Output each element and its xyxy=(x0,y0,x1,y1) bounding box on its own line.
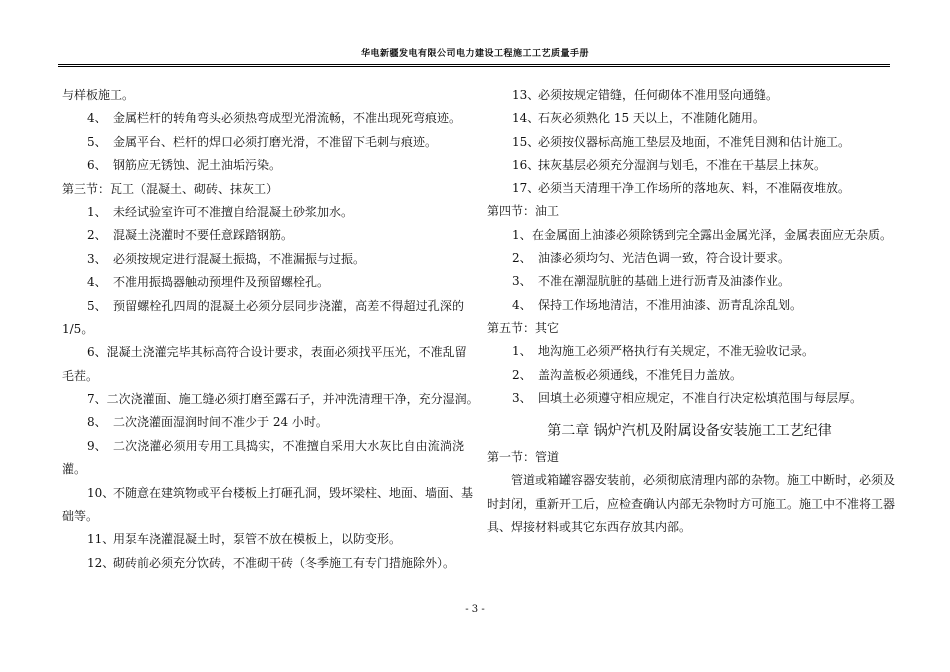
text-line: 毛茬。 xyxy=(62,368,99,383)
item-text: 二次浇灌面、施工缝必须打磨至露石子，并冲洗清理干净，充分湿润。 xyxy=(106,392,479,407)
item-number: 4、 xyxy=(87,111,107,126)
item-number: 15、 xyxy=(512,134,540,149)
text-line: 础等。 xyxy=(62,509,99,524)
item-number: 1、 xyxy=(87,204,107,219)
item-number: 3、 xyxy=(512,390,532,405)
item-text: 混凝土浇灌完毕其标高符合设计要求，表面必须找平压光，不准乱留 xyxy=(106,345,467,360)
list-item xyxy=(62,248,464,271)
list-item xyxy=(487,270,892,293)
item-number: 6、 xyxy=(87,345,107,360)
list-item xyxy=(487,107,892,130)
item-text: 必须按规定错缝，任何砌体不准用竖向通缝。 xyxy=(538,88,779,102)
left-column xyxy=(62,84,479,575)
text-line: 时封闭，重新开工后，应检查确认内部无杂物时方可施工。施工中不准将工器 xyxy=(487,496,896,511)
list-item xyxy=(487,387,892,410)
list-item xyxy=(62,224,464,247)
item-text: 二次浇灌必须用专用工具捣实，不准擅自采用大水灰比自由流淌浇 xyxy=(113,438,464,453)
list-item xyxy=(62,552,464,575)
list-item xyxy=(487,154,892,177)
item-text: 必须按规定进行混凝土振捣，不准漏振与过振。 xyxy=(113,251,366,266)
section-heading: 第五节：其它 xyxy=(487,320,560,335)
paragraph-line: 管道或箱罐容器安装前，必须彻底清理内部的杂物。施工中断时，必须及 xyxy=(511,473,896,488)
header-rule xyxy=(58,64,890,67)
item-text: 混凝土浇灌时不要任意踩踏钢筋。 xyxy=(113,228,294,243)
item-text: 保持工作场地清洁，不准用油漆、沥青乱涂乱划。 xyxy=(538,297,803,312)
item-text: 砌砖前必须充分饮砖，不准砌干砖（冬季施工有专门措施除外）。 xyxy=(113,555,456,570)
text-line: 灌。 xyxy=(62,462,87,477)
item-text: 必须按仪器标高施工垫层及地面，不准凭目测和估计施工。 xyxy=(538,134,851,149)
item-text: 盖沟盖板必须通线，不准凭目力盖放。 xyxy=(538,367,743,382)
item-number: 11、 xyxy=(87,532,115,547)
item-text: 钢筋应无锈蚀、泥土油垢污染。 xyxy=(113,158,282,173)
text-line: 与样板施工。 xyxy=(62,88,135,102)
item-number: 2、 xyxy=(87,228,107,243)
item-number: 3、 xyxy=(87,251,107,266)
list-item xyxy=(487,131,892,154)
list-item xyxy=(62,411,464,434)
section-heading: 第四节：油工 xyxy=(487,204,560,219)
list-item xyxy=(487,294,892,317)
item-text: 回填土必须遵守相应规定，不准自行决定松填范围与每层厚。 xyxy=(538,390,863,405)
item-number: 2、 xyxy=(512,367,532,382)
item-number: 16、 xyxy=(512,157,540,172)
text-line: 具、焊接材料或其它东西存放其内部。 xyxy=(487,520,692,535)
item-text: 抹灰基层必须充分湿润与划毛，不准在干基层上抹灰。 xyxy=(538,157,827,172)
item-text: 未经试验室许可不准擅自给混凝土砂浆加水。 xyxy=(113,204,354,219)
item-text: 不准用振捣器触动预埋件及预留螺栓孔。 xyxy=(113,275,330,290)
chapter-heading: 第二章 锅炉汽机及附属设备安装施工工艺纪律 xyxy=(547,423,832,440)
list-item xyxy=(487,84,892,107)
item-text: 二次浇灌面湿润时间不准少于 24 小时。 xyxy=(113,415,328,430)
item-number: 2、 xyxy=(512,251,532,266)
item-text: 不随意在建筑物或平台楼板上打砸孔洞，毁坏梁柱、地面、墙面、基 xyxy=(113,485,474,500)
section-heading: 第一节：管道 xyxy=(487,450,560,465)
item-number: 9、 xyxy=(87,438,107,453)
item-number: 1、 xyxy=(512,227,532,242)
list-item xyxy=(62,154,464,177)
list-item xyxy=(487,247,892,270)
item-text: 石灰必须熟化 15 天以上，不准随化随用。 xyxy=(538,111,765,126)
list-item xyxy=(62,341,467,364)
item-text: 不准在潮湿肮脏的基础上进行沥青及油漆作业。 xyxy=(538,274,791,289)
text-line: 1/5。 xyxy=(62,321,94,336)
item-number: 10、 xyxy=(87,485,115,500)
item-text: 地沟施工必须严格执行有关规定，不准无验收记录。 xyxy=(538,344,815,359)
item-number: 14、 xyxy=(512,111,540,126)
right-column xyxy=(487,84,896,539)
item-text: 金属栏杆的转角弯头必须热弯成型光滑流畅，不准出现死弯痕迹。 xyxy=(113,111,462,126)
list-item xyxy=(487,177,892,200)
list-item xyxy=(62,201,464,224)
section-heading: 第三节：瓦工（混凝土、砌砖、抹灰工） xyxy=(62,181,279,196)
list-item xyxy=(487,364,892,387)
list-item xyxy=(62,388,479,411)
item-number: 1、 xyxy=(512,344,532,359)
item-number: 3、 xyxy=(512,274,532,289)
list-item xyxy=(62,271,464,294)
item-number: 12、 xyxy=(87,555,115,570)
list-item xyxy=(62,131,464,154)
list-item xyxy=(62,107,464,130)
item-text: 在金属面上油漆必须除锈到完全露出金属光泽，金属表面应无杂质。 xyxy=(531,227,892,242)
item-number: 6、 xyxy=(87,158,107,173)
list-item xyxy=(62,295,464,318)
item-number: 4、 xyxy=(512,297,532,312)
list-item xyxy=(62,528,464,551)
item-number: 13、 xyxy=(512,88,540,102)
list-item xyxy=(62,435,464,458)
item-text: 油漆必须均匀、光洁色调一致，符合设计要求。 xyxy=(538,251,791,266)
item-number: 5、 xyxy=(87,134,107,149)
item-text: 用泵车浇灌混凝土时，泵管不放在模板上，以防变形。 xyxy=(113,532,402,547)
list-item xyxy=(487,224,892,247)
item-number: 5、 xyxy=(87,298,107,313)
page-number: - 3 - xyxy=(465,604,485,615)
list-item xyxy=(487,340,892,363)
item-text: 金属平台、栏杆的焊口必须打磨光滑，不准留下毛刺与痕迹。 xyxy=(113,134,438,149)
item-number: 17、 xyxy=(512,181,540,196)
item-number: 8、 xyxy=(87,415,107,430)
page-header: 华电新疆发电有限公司电力建设工程施工工艺质量手册 xyxy=(360,49,589,59)
item-number: 4、 xyxy=(87,275,107,290)
item-text: 必须当天清理干净工作场所的落地灰、料，不准隔夜堆放。 xyxy=(538,181,851,196)
item-text: 预留螺栓孔四周的混凝土必须分层同步浇灌，高差不得超过孔深的 xyxy=(113,298,464,313)
item-number: 7、 xyxy=(87,392,107,407)
list-item xyxy=(62,482,474,505)
